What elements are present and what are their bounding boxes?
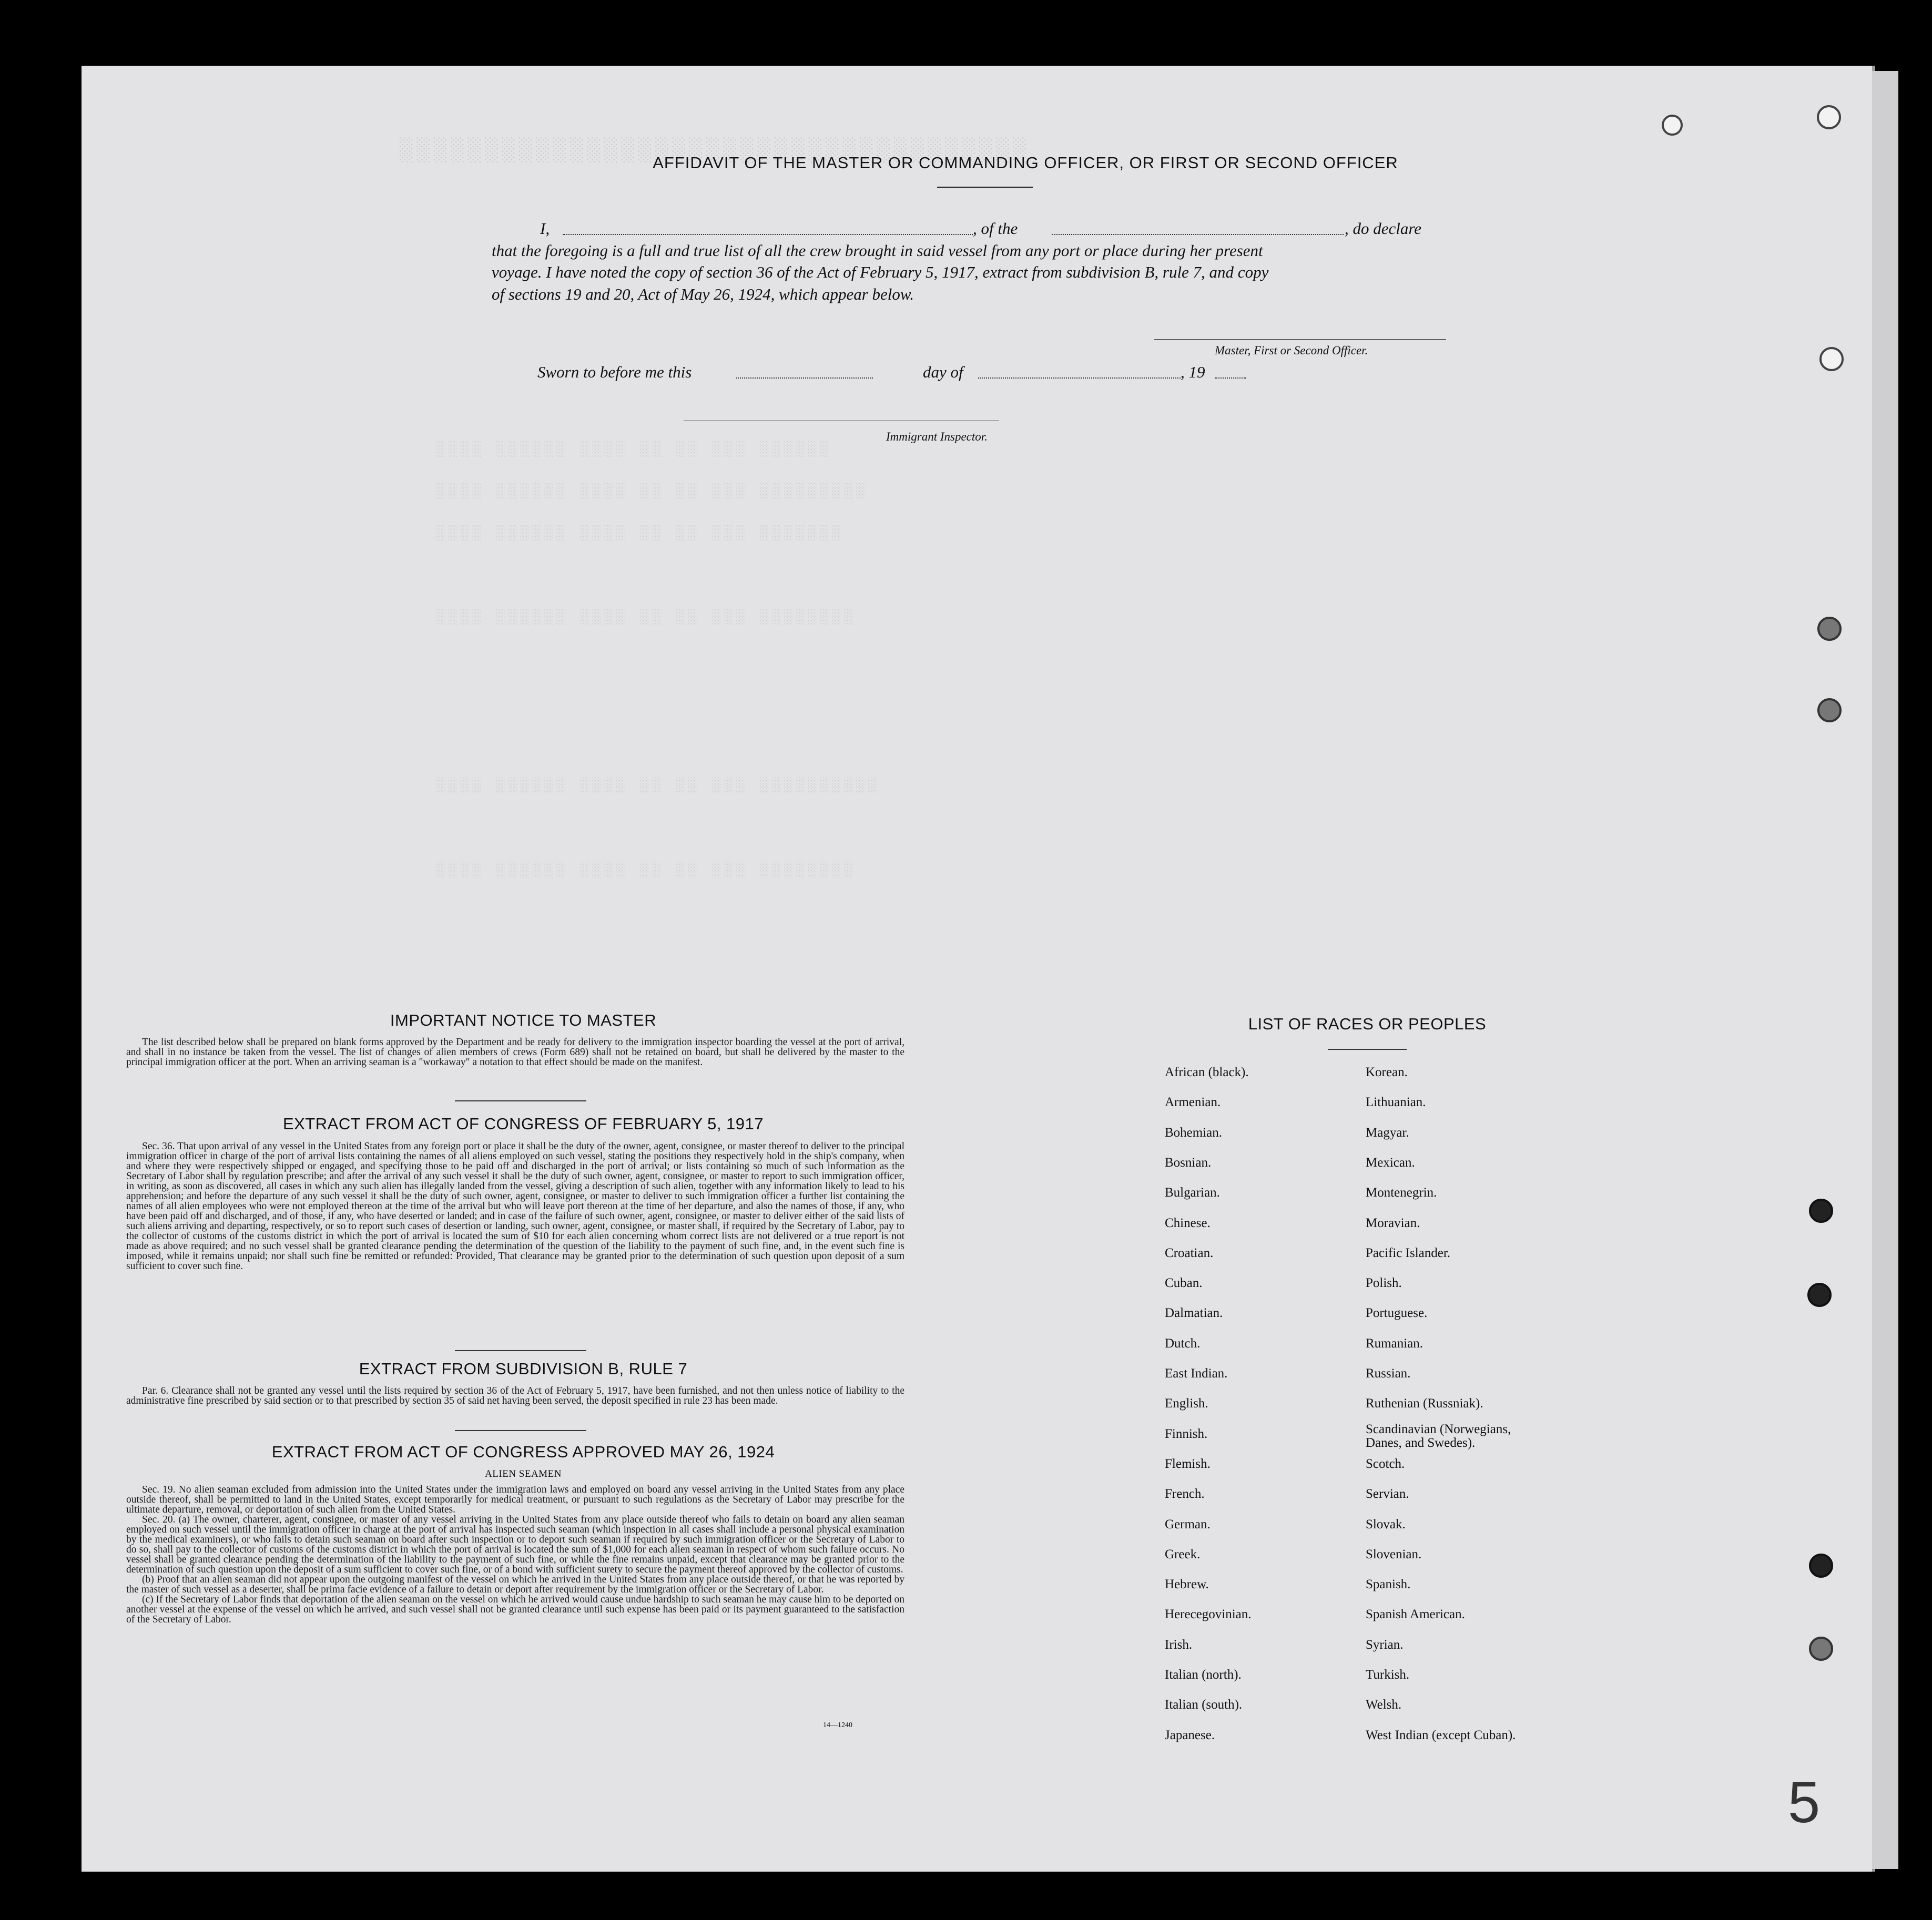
affidavit-declare-label: , do declare [1345,219,1422,238]
binder-hole [1817,698,1842,722]
race-item: Turkish. [1366,1668,1410,1682]
section-20c-paragraph: (c) If the Secretary of Labor finds that deportation of the alien seaman on the vessel on which he arrived would cause undue hardship to such seaman he may cause him to be deported on another vessel at the expense of the vessel on which he arrived, and such vessel shall not be granted clearance until such expense has been paid or its payment guaranteed to the satisfaction of the Secretary of Labor. [126,1594,904,1625]
race-item: Syrian. [1366,1637,1404,1652]
bleed-through-text: ░░░░ ░░░░░░ ░░░░ ░░ ░░ ░░░ ░░░░░░░░ [436,862,857,879]
race-item: Moravian. [1366,1216,1420,1230]
extract-1917-title: EXTRACT FROM ACT OF CONGRESS OF FEBRUARY 5, 1917 [282,1115,764,1133]
race-item: Irish. [1165,1637,1193,1652]
affidavit-i-label: I, [540,219,550,238]
race-item: Scotch. [1366,1456,1405,1471]
binder-hole [1809,1554,1833,1578]
affidavit-title: AFFIDAVIT OF THE MASTER OR COMMANDING OFFICER, OR FIRST OR SECOND OFFICER [653,154,1398,172]
binder-hole [1819,347,1844,371]
year-label: , 19 [1181,363,1205,381]
race-item: Herecegovinian. [1165,1607,1252,1622]
race-item: Dutch. [1165,1336,1201,1351]
rule-7-text [126,1386,904,1406]
race-item: Montenegrin. [1366,1186,1437,1200]
affidavit-of-the-label: , of the [973,219,1018,238]
races-title: LIST OF RACES OR PEOPLES [1248,1015,1487,1033]
race-item: Scandinavian (Norwegians, Danes, and Swedes). [1366,1422,1511,1450]
divider [455,1350,586,1351]
race-item: Finnish. [1165,1426,1208,1441]
divider [937,187,1033,188]
race-item: English. [1165,1396,1208,1411]
race-item: German. [1165,1517,1211,1531]
facing-page-edge [1872,71,1898,1869]
binder-hole [1817,105,1841,129]
month-blank[interactable] [978,377,1181,379]
binder-hole [1807,1283,1832,1307]
race-item: Bulgarian. [1165,1186,1220,1200]
name-blank[interactable] [563,234,973,235]
year-blank[interactable] [1215,377,1246,379]
affidavit-text: that the foregoing is a full and true list of all the crew brought in said vessel from any port or place during her present [492,241,1263,260]
race-item: Chinese. [1165,1216,1211,1230]
notice-paragraph: The list described below shall be prepared on blank forms approved by the Department and be ready for delivery to the immigration inspector boarding the vessel at the port of arrival, and shall in no instance be taken from the vessel. The list of changes of alien members of crews (Form 689) shall not be retained on board, but shall be delivered by the master to the principal immigration officer at the port. When an arriving seaman is a "workaway" a notation to that effect should be made on the manifest. [126,1037,904,1068]
race-item: Portuguese. [1366,1306,1428,1321]
race-item: Slovak. [1366,1517,1406,1531]
bleed-through-text: ░░░░ ░░░░░░ ░░░░ ░░ ░░ ░░░ ░░░░░░░░░░ [436,778,880,794]
section-36-paragraph: Sec. 36. That upon arrival of any vessel in the United States from any foreign port or place it shall be the duty of the owner, agent, consignee, or master thereof to deliver to the principal immigration officer in charge of the port of arrival lists containing the names of all aliens employed on such vessel, stating the positions they respectively hold in the ship's company, when and where they were respectively shipped or engaged, and specifying those to be paid off and discharged in the port of arrival; or lists containing so much of such information as the Secretary of Labor shall by regulation prescribe; and after the arrival of any such vessel it shall be the duty of such owner, agent, consignee, or master to report to such immigration officer, in writing, as soon as discovered, all cases in which any such alien has illegally landed from the vessel, giving a description of such alien, together with any information likely to lead to his apprehension; and before the departure of any such vessel it shall be the duty of such owner, agent, consignee, or master to deliver to such immigration officer a further list containing the names of all alien employees who were not employed thereon at the time of the arrival but who will leave port thereon at the time of her departure, and also the names of those, if any, who have been paid off and discharged, and of those, if any, who have deserted or landed; and in case of the failure of such owner, agent, consignee, or master to deliver either of the said lists of such aliens arriving and departing, respectively, or so to report such cases of desertion or landing, such owner, agent, consignee, or master shall, if required by the Secretary of Labor, pay to the collector of customs of the customs district in which the port of arrival is located the sum of $10 for each alien concerning whom correct lists are not delivered or a true report is not made as above required; and no such vessel shall be granted clearance pending the determination of the question of the liability to the payment of such fine, and, in the event such fine is imposed, while it remains unpaid; nor shall such fine be remitted or refunded: Provided, That clearance may be granted prior to the determination of such question upon deposit of a sum sufficient to cover such fine. [126,1141,904,1272]
race-item: Rumanian. [1366,1336,1423,1351]
race-item: Welsh. [1366,1698,1402,1712]
race-item: Mexican. [1366,1155,1415,1170]
race-item: Magyar. [1366,1125,1409,1140]
race-item: Italian (north). [1165,1668,1242,1682]
race-item: African (black). [1165,1065,1249,1079]
race-item: Ruthenian (Russniak). [1366,1396,1483,1411]
race-item: Polish. [1366,1276,1402,1291]
race-item: Servian. [1366,1487,1409,1502]
inspector-caption: Immigrant Inspector. [886,430,988,443]
race-item: Armenian. [1165,1095,1221,1110]
race-item: Greek. [1165,1547,1201,1561]
race-item: Bosnian. [1165,1155,1212,1170]
race-item: Pacific Islander. [1366,1245,1451,1260]
bleed-through-text: ░░░░ ░░░░░░ ░░░░ ░░ ░░ ░░░ ░░░░░░░ [436,526,845,542]
notice-text [126,1037,904,1067]
race-item: Croatian. [1165,1245,1214,1260]
divider [1328,1049,1407,1050]
race-item: Hebrew. [1165,1577,1209,1592]
binder-hole [1809,1199,1833,1223]
race-item: Spanish American. [1366,1607,1465,1622]
race-item: Russian. [1366,1366,1411,1381]
page-number: 5 [1788,1770,1821,1835]
race-item: Lithuanian. [1366,1095,1426,1110]
race-item: East Indian. [1165,1366,1228,1381]
extract-1917-text [126,1141,904,1271]
divider [455,1430,586,1431]
affidavit-line-1 [481,218,1512,239]
master-caption: Master, First or Second Officer. [1215,344,1368,357]
vessel-blank[interactable] [1052,234,1344,235]
race-item: Flemish. [1165,1456,1211,1471]
extract-1924-title: EXTRACT FROM ACT OF CONGRESS APPROVED MAY 26, 1924 [271,1443,775,1461]
notice-title: IMPORTANT NOTICE TO MASTER [390,1011,657,1029]
extract-1924-text [126,1485,904,1625]
alien-seamen-subtitle: ALIEN SEAMEN [485,1468,562,1479]
affidavit-text: of sections 19 and 20, Act of May 26, 1924, which appear below. [492,285,914,303]
bleed-through-text: ░░░░░░░░░░░░░░░░░░░░░░░░░░░░░░░░░░░░░ [400,138,1030,164]
day-of-label: day of [923,363,963,381]
race-item: French. [1165,1487,1205,1502]
race-item: West Indian (except Cuban). [1366,1728,1516,1742]
section-20b-paragraph: (b) Proof that an alien seaman did not appear upon the outgoing manifest of the vessel on which he arrived in the United States from any place outside thereof, or that he was reported by the master of such vessel as a deserter, shall be prima facie evidence of a failure to detain or deport after requirement by the immigration officer or the Secretary of Labor. [126,1574,904,1595]
master-signature-line[interactable] [1154,339,1446,340]
binder-hole [1817,617,1842,641]
binder-hole [1809,1637,1833,1661]
rule-7-title: EXTRACT FROM SUBDIVISION B, RULE 7 [359,1360,688,1378]
race-item: Spanish. [1366,1577,1411,1592]
race-item: Dalmatian. [1165,1306,1223,1321]
form-number: 14—1240 [823,1721,852,1729]
bleed-through-text: ░░░░ ░░░░░░ ░░░░ ░░ ░░ ░░░ ░░░░░░░░ [436,610,857,626]
race-item: Bohemian. [1165,1125,1223,1140]
race-item: Italian (south). [1165,1698,1243,1712]
race-item: Korean. [1366,1065,1408,1079]
day-blank[interactable] [736,377,873,379]
section-19-paragraph: Sec. 19. No alien seaman excluded from admission into the United States under the immigration laws and employed on board any vessel arriving in the United States from any place outside thereof, shall be permitted to land in the United States, except temporarily for medical treatment, or pursuant to such regulations as the Secretary of Labor may prescribe for the ultimate departure, removal, or deportation of such alien from the United States. [126,1484,904,1515]
section-20a-paragraph: Sec. 20. (a) The owner, charterer, agent, consignee, or master of any vessel arriving in the United States from any place outside thereof who fails to detain on board any alien seaman employed on such vessel until the immigration officer in charge at the port of arrival has inspected such seaman (which inspection in all cases shall include a personal physical examination by the medical examiners), or who fails to detain such seaman on board after such inspection or to deport such seaman if required by such immigration officer or the Secretary of Labor to do so, shall pay to the collector of customs of the customs district in which the port of arrival is located the sum of $1,000 for each alien seaman in respect of whom such failure occurs. No vessel shall be granted clearance pending the determination of the liability to the payment of such fine, or while the fine remains unpaid, except that clearance may be granted prior to the determination of such question upon the deposit of a sum sufficient to cover such fine, or of a bond with sufficient surety to secure the payment thereof approved by the collector of customs. [126,1514,904,1575]
bleed-through-text: ░░░░ ░░░░░░ ░░░░ ░░ ░░ ░░░ ░░░░░░ [436,442,832,458]
race-item: Japanese. [1165,1728,1215,1742]
affidavit-text: voyage. I have noted the copy of section 36 of the Act of February 5, 1917, extract from subdivision B, rule 7, and copy [492,263,1269,281]
race-item: Slovenian. [1366,1547,1422,1561]
bleed-through-text: ░░░░ ░░░░░░ ░░░░ ░░ ░░ ░░░ ░░░░░░░░░ [436,484,868,500]
sworn-label: Sworn to before me this [537,363,692,381]
divider [455,1100,586,1101]
binder-hole [1662,115,1683,136]
race-item: Cuban. [1165,1276,1203,1291]
par-6-paragraph: Par. 6. Clearance shall not be granted any vessel until the lists required by section 36 of the Act of February 5, 1917, have been furnished, and not then unless notice of liability to the administrative fine prescribed by said section or to that prescribed by section 35 of said net having been served, the deposit specified in rule 23 has been made. [126,1385,904,1406]
